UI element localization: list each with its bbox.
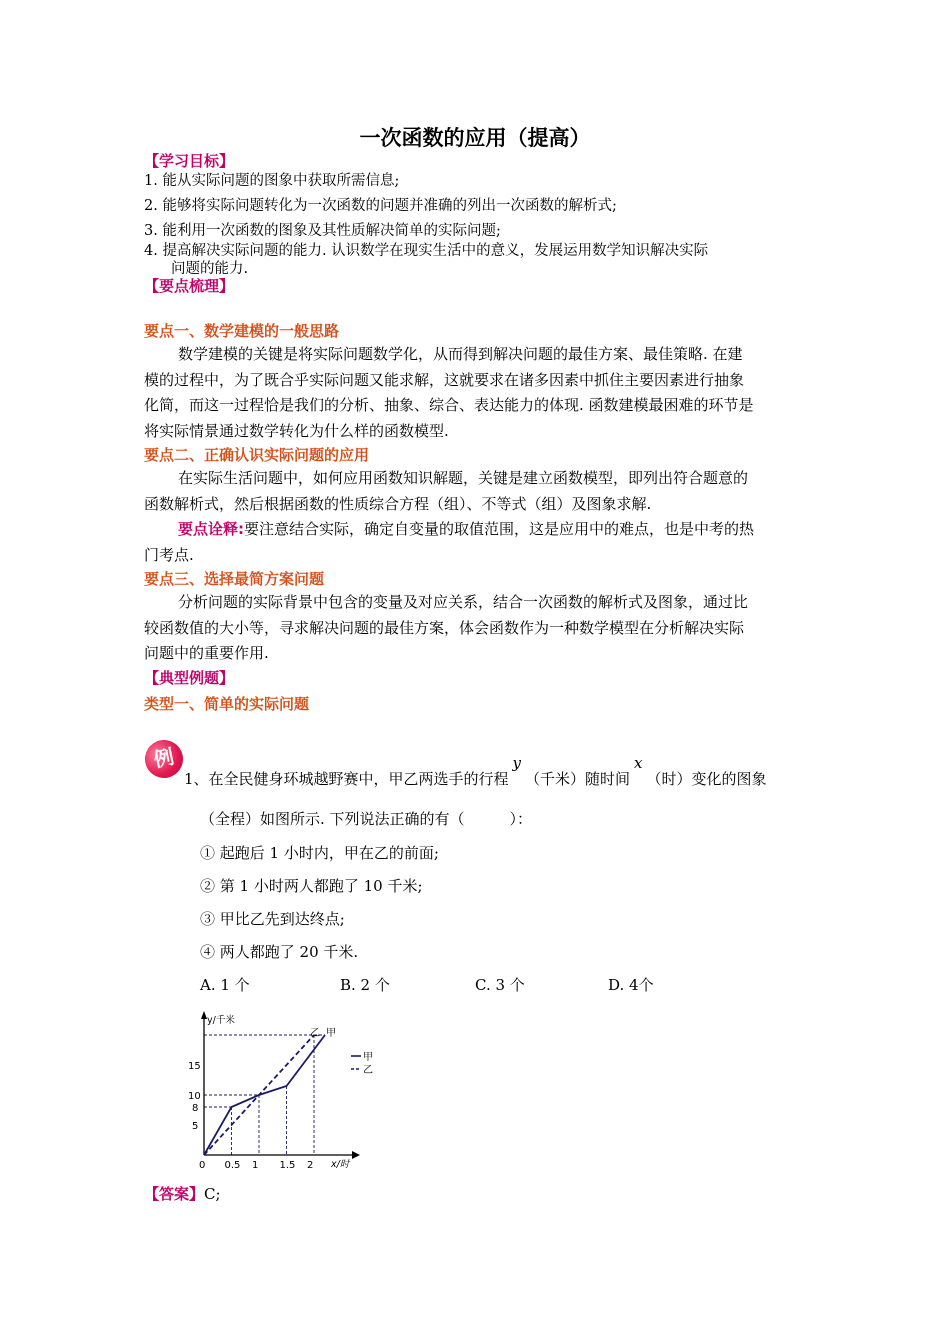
point3-paragraph — [144, 590, 806, 667]
statement-3: ③ 甲比乙先到达终点; — [200, 910, 345, 928]
y-tick-label-10: 10 — [188, 1091, 201, 1102]
question-line-1 — [184, 754, 767, 789]
answer-value: C; — [204, 1185, 221, 1203]
chart-series — [204, 1035, 325, 1155]
point2-heading: 要点二、正确认识实际问题的应用 — [144, 446, 370, 464]
type1-heading: 类型一、简单的实际问题 — [144, 695, 310, 713]
answer-line — [144, 1183, 221, 1204]
note-line-1: 要注意结合实际，确定自变量的取值范围，这是应用中的难点，也是中考的热 — [244, 520, 755, 539]
point2-line-2: 函数解析式，然后根据函数的性质综合方程（组）、不等式（组）及图象求解. — [144, 494, 652, 513]
goal-item-2: 2. 能够将实际问题转化为一次函数的问题并准确的列出一次函数的解析式; — [144, 198, 617, 214]
curve-label-1: 乙 — [310, 1028, 320, 1039]
series-line-1 — [204, 1035, 325, 1155]
x-tick-label-1.5: 1.5 — [279, 1160, 296, 1171]
chart-guides — [204, 1035, 325, 1155]
x-tick-label-0: 0 — [199, 1160, 206, 1171]
variable-x: x — [634, 754, 643, 772]
note-line-2: 门考点. — [144, 546, 194, 565]
chart-labels — [188, 1014, 373, 1171]
point2-line-1: 在实际生活问题中，如何应用函数知识解题，关键是建立函数模型，即列出符合题意的 — [178, 469, 749, 487]
x-tick-label-1: 1 — [252, 1160, 259, 1171]
note-label: 要点诠释: — [178, 520, 244, 539]
section-examples-heading: 【典型例题】 — [144, 669, 235, 687]
answer-label: 【答案】 — [144, 1185, 205, 1203]
point3-line-1: 分析问题的实际背景中包含的变量及对应关系，结合一次函数的解析式及图象，通过比 — [178, 593, 749, 611]
y-axis-title: y/千米 — [207, 1015, 235, 1026]
x-tick-label-2: 2 — [307, 1160, 314, 1171]
distance-time-graph — [180, 1005, 380, 1175]
variable-y: y — [512, 754, 522, 772]
legend-label-2: 乙 — [363, 1065, 373, 1076]
y-tick-label-5: 5 — [192, 1121, 199, 1132]
statement-4: ④ 两人都跑了 20 千米. — [200, 943, 359, 961]
goal-item-4-cont: 问题的能力. — [171, 261, 249, 277]
page-title: 一次函数的应用（提高） — [359, 126, 591, 150]
point1-line-3: 化简，而这一过程恰是我们的分析、抽象、综合、表达能力的体现. 函数建模最困难的环节是 — [144, 396, 754, 415]
question-text-part1: 1、在全民健身环城越野赛中，甲乙两选手的行程 — [184, 770, 509, 788]
question-text-part3: （时）变化的图象 — [646, 770, 767, 788]
y-tick-label-15: 15 — [188, 1061, 201, 1072]
option-d: D. 4个 — [608, 976, 654, 994]
point1-heading: 要点一、数学建模的一般思路 — [144, 322, 340, 340]
goal-item-4: 4. 提高解决实际问题的能力. 认识数学在现实生活中的意义，发展运用数学知识解决实际 — [144, 243, 709, 259]
option-a: A. 1 个 — [200, 976, 250, 994]
question-text-part2: （千米）随时间 — [525, 770, 631, 788]
point1-line-2: 模的过程中，为了既合乎实际问题又能求解，这就要求在诸多因素中抓住主要因素进行抽象 — [144, 370, 745, 389]
statement-2: ② 第 1 小时两人都跑了 10 千米; — [200, 877, 423, 895]
chart-axes — [201, 1011, 360, 1159]
option-c: C. 3 个 — [475, 976, 525, 994]
curve-label-2: 甲 — [326, 1028, 336, 1039]
point3-heading: 要点三、选择最简方案问题 — [144, 570, 325, 588]
section-points-heading: 【要点梳理】 — [144, 277, 235, 295]
x-tick-label-0.5: 0.5 — [224, 1160, 241, 1171]
y-tick-label-8: 8 — [192, 1103, 199, 1114]
option-b: B. 2 个 — [340, 976, 390, 994]
point3-line-3: 问题中的重要作用. — [144, 644, 269, 663]
point2-paragraph — [144, 466, 806, 569]
goal-item-3: 3. 能利用一次函数的图象及其性质解决简单的实际问题; — [144, 223, 501, 239]
point3-line-2: 较函数值的大小等，寻求解决问题的最佳方案，体会函数作为一种数学模型在分析解决实际 — [144, 618, 745, 637]
section-goals-heading: 【学习目标】 — [144, 152, 235, 170]
x-axis-title: x/时 — [331, 1159, 350, 1170]
statement-1: ① 起跑后 1 小时内，甲在乙的前面; — [200, 844, 439, 862]
point1-line-4: 将实际情景通过数学转化为什么样的函数模型. — [144, 422, 449, 441]
example-badge: 例 — [141, 736, 186, 781]
point1-line-1: 数学建模的关键是将实际问题数学化，从而得到解决问题的最佳方案、最佳策略. 在建 — [178, 345, 743, 363]
legend-label-1: 甲 — [363, 1052, 373, 1063]
point1-paragraph — [144, 342, 806, 445]
question-line-2: （全程）如图所示. 下列说法正确的有（ ）： — [200, 810, 533, 828]
goal-item-1: 1. 能从实际问题的图象中获取所需信息; — [144, 173, 400, 189]
x-axis-arrow — [352, 1151, 360, 1159]
